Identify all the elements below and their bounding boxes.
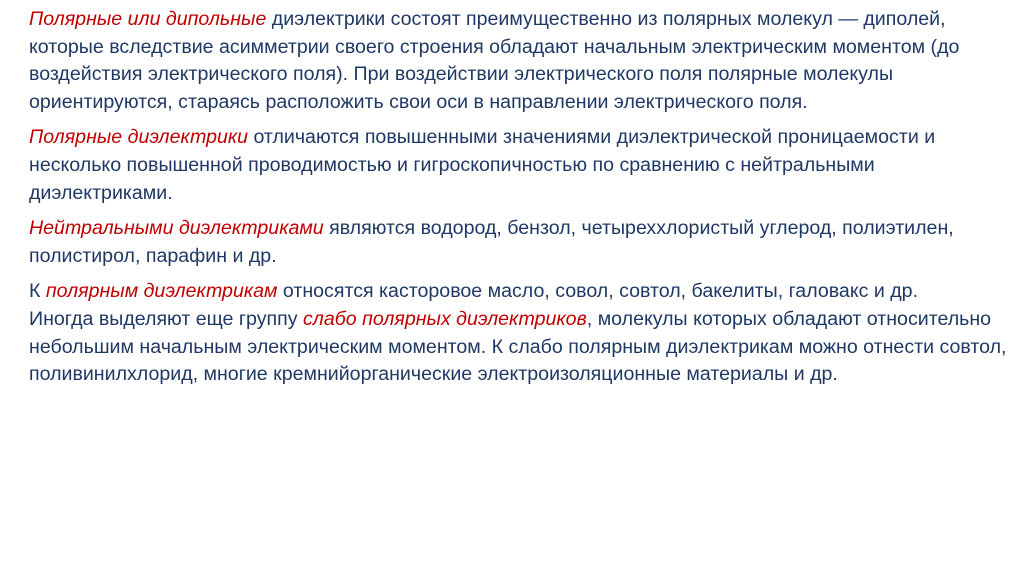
- paragraph-polar-dielectrics: [29, 124, 1019, 207]
- term-polar-dielectrics: Полярные диэлектрики: [29, 126, 249, 149]
- term-weakly-polar-dielectrics: слабо полярных диэлектриков: [302, 307, 587, 330]
- paragraph-polar-dipole: [29, 6, 1019, 116]
- paragraph-polar-examples: [29, 278, 1019, 306]
- paragraph-text: являются водород, бензол, четыреххлористый углерод, полиэтилен, полистирол, парафин и др.: [29, 217, 954, 267]
- paragraph-text: , молекулы которых обладают относительно небольшим начальным электрическим моментом. К слабо полярным диэлектрикам можно отнести совтол, поливинилхлорид, многие кремнийорганические электроизоляционные материалы и др.: [29, 307, 1007, 386]
- paragraph-lead-text: К: [29, 280, 46, 303]
- paragraph-text: отличаются повышенными значениями диэлектрической проницаемости и несколько повышенной проводимостью и гигроскопичностью по сравнению с нейтральными диэлектриками.: [29, 126, 936, 204]
- paragraph-text: диэлектрики состоят преимущественно из полярных молекул — диполей, которые вследствие асимметрии своего строения обладают начальным электрическим моментом (до воздействия электрического поля). При воздействии электрического поля полярные молекулы ориентируются, стараясь расположить свои оси в направлении электрического поля.: [29, 8, 960, 113]
- term-polar-dielectrics-examples: полярным диэлектрикам: [45, 280, 278, 303]
- term-neutral-dielectrics: Нейтральными диэлектриками: [29, 217, 324, 240]
- paragraph-text: относятся касторовое масло, совол, совтол, бакелиты, галовакс и др.: [277, 280, 919, 303]
- paragraph-lead-text: Иногда выделяют еще группу: [29, 307, 303, 330]
- term-polar-dipole: Полярные или дипольные: [29, 8, 267, 30]
- paragraph-neutral-dielectrics: [29, 215, 1019, 270]
- paragraph-weakly-polar: [29, 306, 1019, 389]
